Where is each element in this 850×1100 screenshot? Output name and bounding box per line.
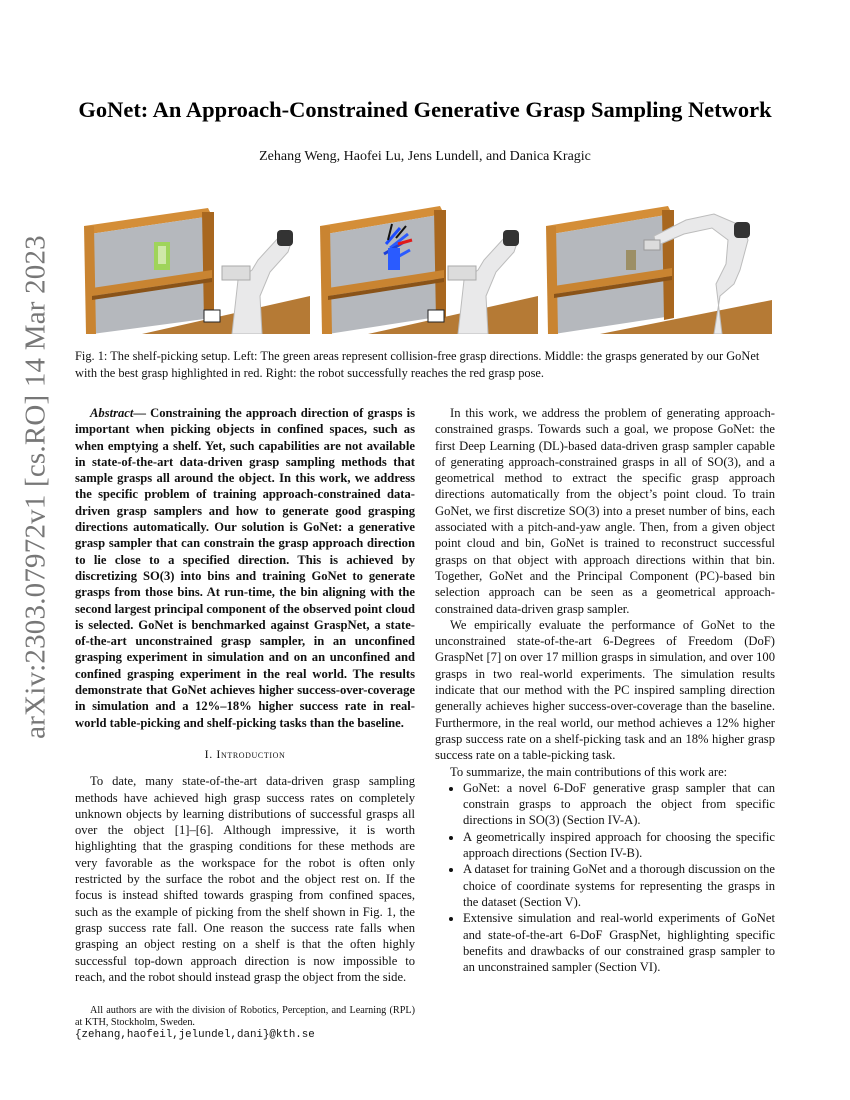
figure-1 <box>82 200 772 334</box>
author-footnote <box>75 1005 415 1041</box>
abstract: Abstract— Constraining the approach direction of grasps is important when picking objects in confined spaces, such as when emptying a shelf. Yet, such capabilities are not available in state-of-the-art data-driven grasp sampling methods that sample grasps all around the object. In this work, we address the specific problem of training approach-constrained data-driven grasp samplers and how to generate good grasping directions automatically. Our solution is GoNet: a generative grasp sampler that can constrain the grasp approach direction to lie close to a specified direction. This is achieved by discretizing SO(3) into bins and training GoNet to generate grasps from those bins. At run-time, the bin aligning with the second largest principal component of the observed point cloud is selected. GoNet is benchmarked against GraspNet, a state-of-the-art unconstrained grasp sampler, in an unconfined grasping experiment in simulation and on an unconfined and confined grasping experiment in the real world. The results demonstrate that GoNet achieves higher success-over-coverage in simulation and a 12%–18% higher success rate in real-world table-picking and shelf-picking tasks than the baseline. <box>75 406 415 730</box>
figure-panel-left <box>82 200 310 334</box>
left-column <box>75 405 415 1041</box>
shelf-scene-middle <box>318 200 538 334</box>
intro-paragraph: To date, many state-of-the-art data-driven grasp sampling methods have achieved high grasp success rates on completely unknown objects by learning distributions of successful grasps all over the object [1]–[6]. Although impressive, it is worth highlighting that the grasping conditions for these methods are very favorable as the workspace for the robot is often only restricted by the surface the robot and the object rest on. If the focus is instead shifted towards grasping from confined spaces, such as the example of picking from the shelf shown in Fig. 1, the grasp success rate fall. One reason the success rate falls when grasping an object resting on a shelf is that the often highly successful top-down approach direction is now impossible to reach, and the robot should instead grasp the object from the side. <box>75 774 415 984</box>
intro-paragraph: We empirically evaluate the performance of GoNet to the unconstrained state-of-the-art 6-Degrees of Freedom (DoF) GraspNet [7] on over 17 million grasps in simulation, and over 100 grasps in two real-world experiments. The simulation results indicate that our method with the PC inspired sampling direction generally achieves higher success-over-coverage than the baseline. Furthermore, in the real world, our method achieves a 12% higher grasp success rate on a shelf-picking task and an 18% higher grasp success rate on a table-picking task. <box>435 617 775 763</box>
contribution-list <box>435 780 775 976</box>
abstract-text: Constraining the approach direction of grasps is important when picking objects in confined spaces, such as when emptying a shelf. Yet, such capabilities are not available in state-of-the-art data-driven grasp sampling methods that sample grasps all around the object. In this work, we address the specific problem of training approach-constrained data-driven grasp samplers and how to generate good grasping directions automatically. Our solution is GoNet: a generative grasp sampler that can constrain the grasp approach direction to lie close to a specified direction. This is achieved by discretizing SO(3) into bins and training GoNet to generate grasps from those bins. At run-time, the bin aligning with the second largest principal component of the observed point cloud is selected. GoNet is benchmarked against GraspNet, a state-of-the-art unconstrained grasp sampler, in an unconfined grasping experiment in simulation and on an unconfined and confined grasping experiment in the real world. The results demonstrate that GoNet achieves higher success-over-coverage in simulation and a 12%–18% higher success rate in real-world table-picking and shelf-picking tasks than the baseline. <box>75 406 415 730</box>
intro-paragraph: In this work, we address the problem of generating approach-constrained grasps. Towards such a goal, we propose GoNet: the first Deep Learning (DL)-based data-driven grasp sampler capable of generating approach-constrained grasps in all of SO(3), and a geometrical method to extract the specific grasp approach directions automatically from the object’s point cloud. To train GoNet, we first discretize SO(3) into a preset number of bins, each associated with a pitch-and-yaw angle. Then, from a given object point cloud and bin, GoNet is trained to reconstruct successful grasps on that object with approach directions within that bin. Together, GoNet and the Principal Component (PC)-based bin selection approach can be seen as a geometrical approach-constrained data-driven grasp sampler. <box>435 406 775 616</box>
arxiv-stamp <box>16 235 56 739</box>
author-list: Zehang Weng, Haofei Lu, Jens Lundell, and Danica Kragic <box>259 149 591 164</box>
arxiv-stamp-text: arXiv:2303.07972v1 [cs.RO] 14 Mar 2023 <box>19 235 52 739</box>
figure-caption: Fig. 1: The shelf-picking setup. Left: The green areas represent collision-free grasp directions. Middle: the grasps generated by our GoNet with the best grasp highlighted in red. Right: the robot successfully reaches the red grasp pose. <box>75 349 760 380</box>
shelf-scene-right <box>544 200 772 334</box>
paper-title: GoNet: An Approach-Constrained Generative Grasp Sampling Network <box>78 97 772 122</box>
abstract-label: Abstract <box>90 406 134 420</box>
list-item: • A geometrically inspired approach for choosing the specific approach directions (Section IV-B). <box>463 829 775 862</box>
contributions-intro: To summarize, the main contributions of this work are: <box>450 764 728 779</box>
figure-panel-right <box>544 200 772 334</box>
right-column <box>435 405 775 975</box>
shelf-scene-left <box>82 200 310 334</box>
figure-panel-middle <box>318 200 538 334</box>
section-heading-introduction: I. Introduction <box>204 746 286 761</box>
list-item: • A dataset for training GoNet and a thorough discussion on the choice of coordinate systems for representing the grasps in the dataset (Section V). <box>463 861 775 910</box>
list-item: • GoNet: a novel 6-DoF generative grasp sampler that can constrain grasps to approach the object from specific directions in SO(3) (Section IV-A). <box>463 780 775 829</box>
author-emails: {zehang,haofeil,jelundel,dani}@kth.se <box>75 1029 315 1042</box>
list-item: • Extensive simulation and real-world experiments of GoNet and state-of-the-art 6-DoF GraspNet, highlighting specific benefits and drawbacks of our constrained grasp sampler to an unconstrained sampler (Section VI). <box>463 910 775 975</box>
footnote-text: All authors are with the division of Robotics, Perception, and Learning (RPL) at KTH, Stockholm, Sweden. <box>75 1005 415 1029</box>
